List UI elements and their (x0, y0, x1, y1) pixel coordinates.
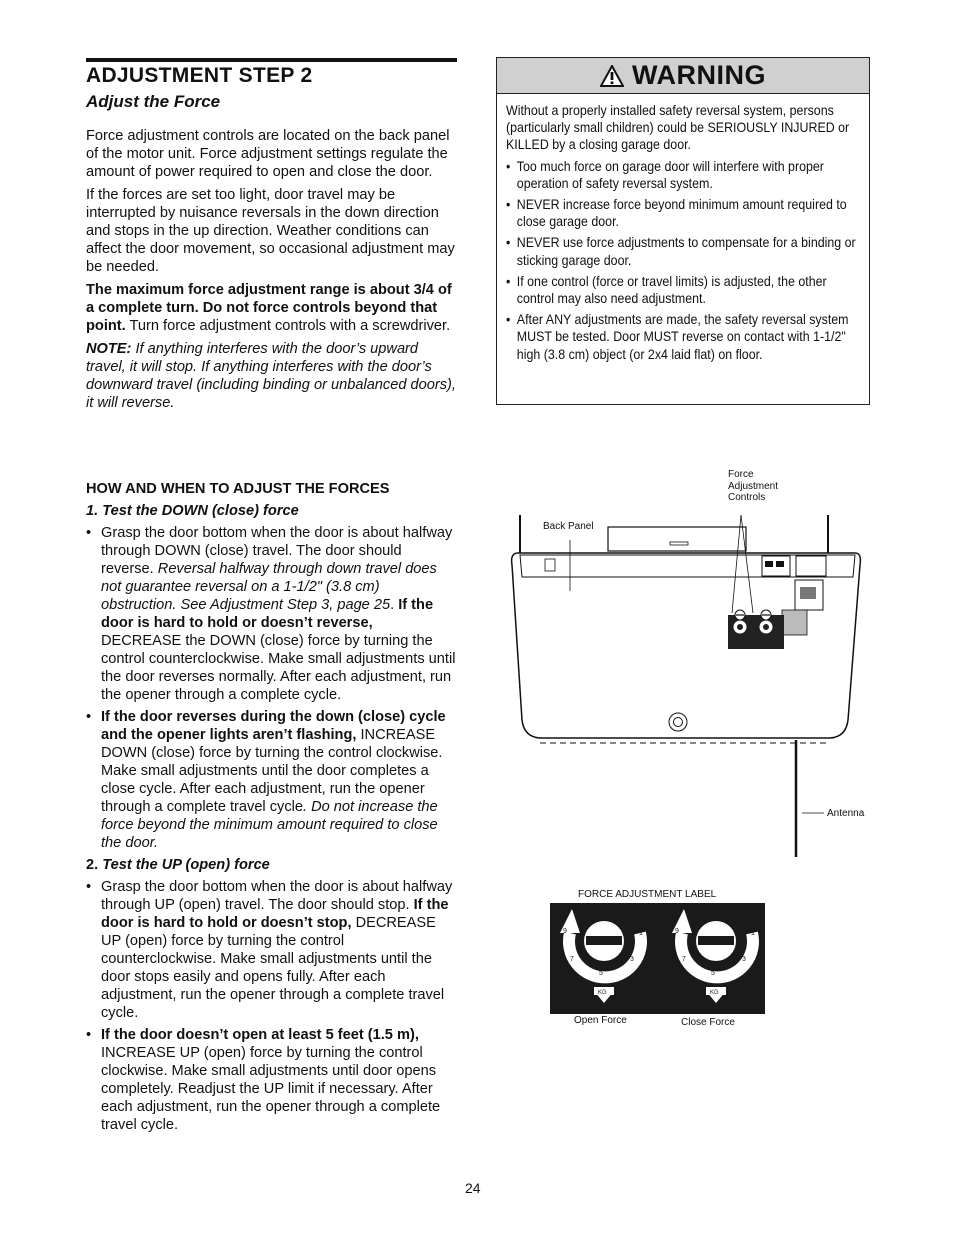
open-dial-num-3: 3 (630, 956, 634, 963)
motor-unit-illustration (510, 505, 870, 860)
list-item (86, 524, 456, 704)
max-range-bold: The maximum force adjustment range is about 3/4 of a complete turn. Do not force controls beyond that point. (86, 282, 452, 334)
list-italic: Reversal halfway through down travel does not guarantee reversal on a 1-1/2" (3.8 cm) obstruction. See Adjustment Step 3, page 25 (101, 561, 437, 613)
list-text: Grasp the door bottom when the door is about halfway through UP (open) travel. The door should stop. (101, 879, 453, 913)
bullet: • (506, 197, 511, 213)
bullet: • (506, 273, 511, 289)
warning-header (497, 58, 869, 94)
warning-item-text: If one control (force or travel limits) is adjusted, the other control may also need adjustment. (516, 273, 827, 307)
close-force-label: Close Force (681, 1017, 735, 1028)
warning-triangle-icon (600, 65, 624, 87)
down-force-title: 1. Test the DOWN (close) force (86, 503, 299, 519)
open-dial-num-7: 7 (570, 956, 574, 963)
list-item (86, 878, 456, 1022)
warning-item (506, 196, 857, 230)
bullet: • (506, 158, 511, 174)
note-paragraph (86, 340, 456, 412)
list-bold: If the door reverses during the down (close) cycle and the opener lights aren’t flashing, (101, 709, 446, 743)
warning-item-text: NEVER use force adjustments to compensate for a binding or sticking garage door. (516, 235, 856, 268)
page-number: 24 (465, 1180, 481, 1196)
page-title: ADJUSTMENT STEP 2 (86, 64, 313, 87)
list-text: INCREASE UP (open) force by turning the control clockwise. Make small adjustments until door opens completely. Readjust the UP limit if necessary. After each adjustment, run the opener through a complete travel cycle. (101, 1045, 441, 1133)
open-kg-text: KG (598, 990, 607, 996)
antenna-label: Antenna (827, 808, 865, 819)
note-label: NOTE: (86, 341, 132, 357)
warning-box (496, 57, 870, 405)
list-bold: If the door is hard to hold or doesn’t reverse, (101, 597, 434, 631)
close-dial-num-3: 3 (742, 956, 746, 963)
list-text: DECREASE UP (open) force by turning the control counterclockwise. Make small adjustments until the door stops easily and opens fully. After each adjustment, run the opener through a complete travel cycle. (101, 915, 445, 1021)
close-dial-num-5: 5 (711, 970, 715, 977)
open-force-label: Open Force (574, 1015, 627, 1026)
close-dial-num-9: 9 (675, 928, 679, 935)
close-dial-num-1: 1 (751, 930, 755, 937)
warning-item (506, 311, 857, 363)
intro-paragraph-3 (86, 281, 456, 335)
list-text: Grasp the door bottom when the door is about halfway through DOWN (close) travel. The door should reverse. (101, 525, 453, 577)
bullet: • (506, 235, 511, 251)
warning-item (506, 158, 857, 192)
how-to-header: HOW AND WHEN TO ADJUST THE FORCES (86, 481, 390, 497)
up-force-number: 2. (86, 857, 99, 873)
open-dial-num-1: 1 (639, 930, 643, 937)
open-dial-num-5: 5 (599, 970, 603, 977)
warning-intro: Without a properly installed safety reversal system, persons (particularly small children) could be SERIOUSLY INJURED or KILLED by a closing garage door. (506, 103, 850, 153)
force-label-title: FORCE ADJUSTMENT LABEL (578, 889, 717, 900)
close-kg-text: KG (710, 990, 719, 996)
bullet: • (86, 1027, 92, 1043)
heading-rule (86, 58, 457, 62)
up-force-title-text: Test the UP (open) force (98, 857, 270, 873)
max-range-text: Turn force adjustment controls with a screwdriver. (125, 318, 451, 334)
list-item (86, 1026, 456, 1134)
list-bold: If the door doesn’t open at least 5 feet (1.5 m), (101, 1027, 419, 1043)
list-bold: If the door is hard to hold or doesn’t stop, (101, 897, 449, 931)
intro-paragraph-1: Force adjustment controls are located on the back panel of the motor unit. Force adjustment settings regulate the amount of power required to open and close the door. (86, 128, 450, 180)
warning-list (506, 158, 857, 363)
open-dial-num-9: 9 (563, 928, 567, 935)
list-item (86, 708, 456, 852)
warning-item-text: After ANY adjustments are made, the safety reversal system MUST be tested. Door MUST reverse on contact with 1-1/2" high (3.8 cm) object (or 2x4 laid flat) on floor. (516, 312, 849, 362)
force-adjustment-label (550, 903, 765, 1014)
list-text: INCREASE DOWN (close) force by turning the control clockwise. Make small adjustments until the door completes a close cycle. After each adjustment, run the opener through a complete travel cycle (101, 727, 443, 815)
bullet: • (86, 879, 92, 895)
warning-item (506, 234, 857, 268)
warning-item-text: Too much force on garage door will interfere with proper operation of safety reversal system. (516, 158, 824, 191)
page-subtitle: Adjust the Force (86, 92, 221, 111)
intro-paragraph-2: If the forces are set too light, door travel may be interrupted by nuisance reversals in the down direction and stops in the up direction. Weather conditions can affect the door movement, so occasional adjustment may be needed. (86, 187, 455, 275)
force-controls-label: Force Adjustment Controls (728, 469, 779, 503)
intro-section (86, 127, 456, 417)
warning-title: WARNING (632, 60, 766, 90)
up-force-list (86, 878, 456, 1134)
close-dial-num-7: 7 (682, 956, 686, 963)
list-italic: . Do not increase the force beyond the minimum amount required to close the door. (101, 799, 438, 851)
warning-item (506, 273, 857, 307)
bullet: • (86, 709, 92, 725)
bullet: • (86, 525, 92, 541)
up-force-title (86, 856, 456, 874)
note-text: If anything interferes with the door’s upward travel, it will stop. If anything interferes with the door’s downward travel (including binding or unbalanced doors), it will reverse. (86, 341, 456, 411)
warning-body (497, 94, 866, 363)
list-text: DECREASE the DOWN (close) force by turning the control counterclockwise. Make small adjustments until the door reverses normally. After each adjustment, run the opener through a complete cycle. (101, 633, 456, 703)
down-force-list (86, 524, 456, 852)
warning-item-text: NEVER increase force beyond minimum amount required to close garage door. (516, 197, 847, 230)
list-text: . (390, 597, 399, 613)
bullet: • (506, 312, 511, 328)
back-panel-label: Back Panel (543, 521, 594, 532)
how-to-section (86, 480, 456, 1138)
